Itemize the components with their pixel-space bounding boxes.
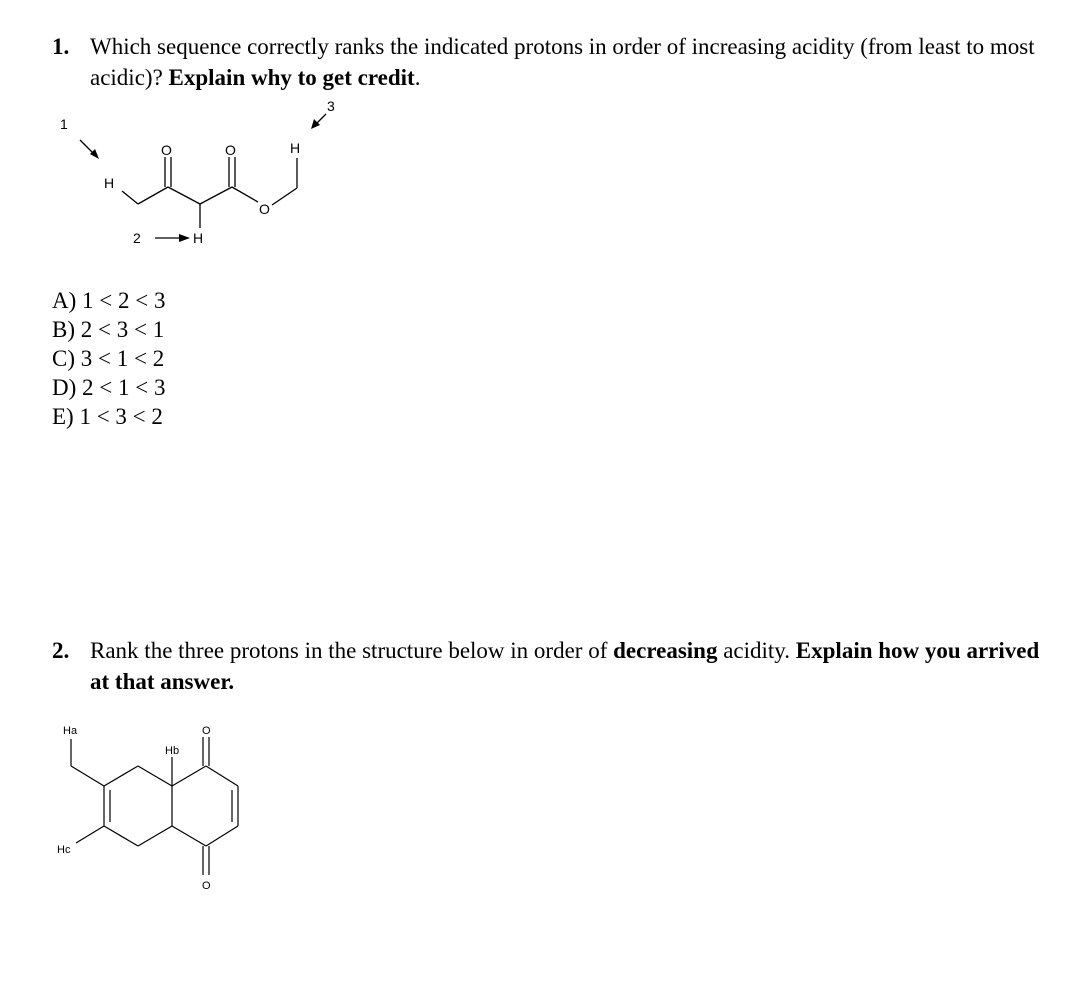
oxygen-carbonyl-1: O: [161, 142, 172, 158]
question-2-text-part2: acidity.: [717, 638, 796, 663]
arrow-2-label: 2: [133, 230, 141, 246]
bond-c3-c4: [200, 187, 232, 204]
oxygen-ester: O: [259, 201, 270, 217]
question-1: [52, 31, 1042, 93]
bond-c2-c3: [168, 187, 200, 204]
question-2-text-bold2: Explain how you arrived at that answer.: [90, 638, 1040, 694]
bond-ch2-ring: [71, 766, 104, 786]
bond-c4-o: [232, 187, 258, 202]
bond-h1: [122, 191, 138, 204]
bond-ring-left-2: [138, 766, 172, 786]
bond-ring-right-2: [206, 766, 238, 786]
arrow-3-label: 3: [327, 98, 335, 114]
choice-a: A) 1 < 2 < 3: [52, 288, 166, 313]
arrow-1-label: 1: [60, 116, 68, 132]
arrow-2-head: [179, 234, 190, 242]
proton-h3: H: [290, 140, 301, 156]
arrow-1-head: [90, 149, 99, 159]
proton-h2: H: [193, 230, 204, 246]
bond-ring-left-4: [138, 826, 172, 846]
choice-b: B) 2 < 3 < 1: [52, 317, 165, 342]
choice-c: C) 3 < 1 < 2: [52, 346, 165, 371]
answer-choices: [52, 286, 165, 431]
question-1-text-bold: Explain why to get credit: [168, 65, 415, 90]
arrow-1-shaft: [80, 140, 95, 155]
bond-ring-right-1: [172, 766, 206, 786]
question-2-text-bold1: decreasing: [613, 638, 718, 663]
bond-c1-c2: [138, 187, 168, 204]
question-1-text: [90, 31, 1042, 93]
question-2-text: [90, 635, 1042, 697]
question-2: [52, 635, 1042, 697]
question-1-number: 1.: [52, 34, 70, 59]
bond-ring-left-1: [104, 766, 138, 786]
bond-ring-left-5: [104, 826, 138, 846]
oxygen-carbonyl-2: O: [225, 142, 236, 158]
oxygen-top: O: [202, 725, 211, 737]
arrow-3-shaft: [316, 114, 326, 124]
arrow-3-head: [311, 119, 320, 129]
bond-o-c5: [272, 188, 297, 205]
question-2-text-part1: Rank the three protons in the structure below in order of: [90, 638, 614, 663]
proton-hb: Hb: [165, 745, 180, 757]
proton-hc: Hc: [57, 844, 71, 856]
bond-ring-right-5: [172, 826, 206, 846]
bond-ring-right-4: [206, 826, 238, 846]
question-2-number: 2.: [52, 638, 70, 663]
bond-hc: [76, 826, 104, 843]
proton-h1: H: [104, 175, 115, 191]
oxygen-bottom: O: [202, 880, 211, 892]
choice-e: E) 1 < 3 < 2: [52, 404, 163, 429]
choice-d: D) 2 < 1 < 3: [52, 375, 166, 400]
question-1-text-end: .: [414, 65, 421, 90]
question-1-text-part1: Which sequence correctly ranks the indicated protons in order of increasing acidity (from least to most acidic)?: [90, 34, 1035, 90]
proton-ha: Ha: [63, 725, 78, 737]
